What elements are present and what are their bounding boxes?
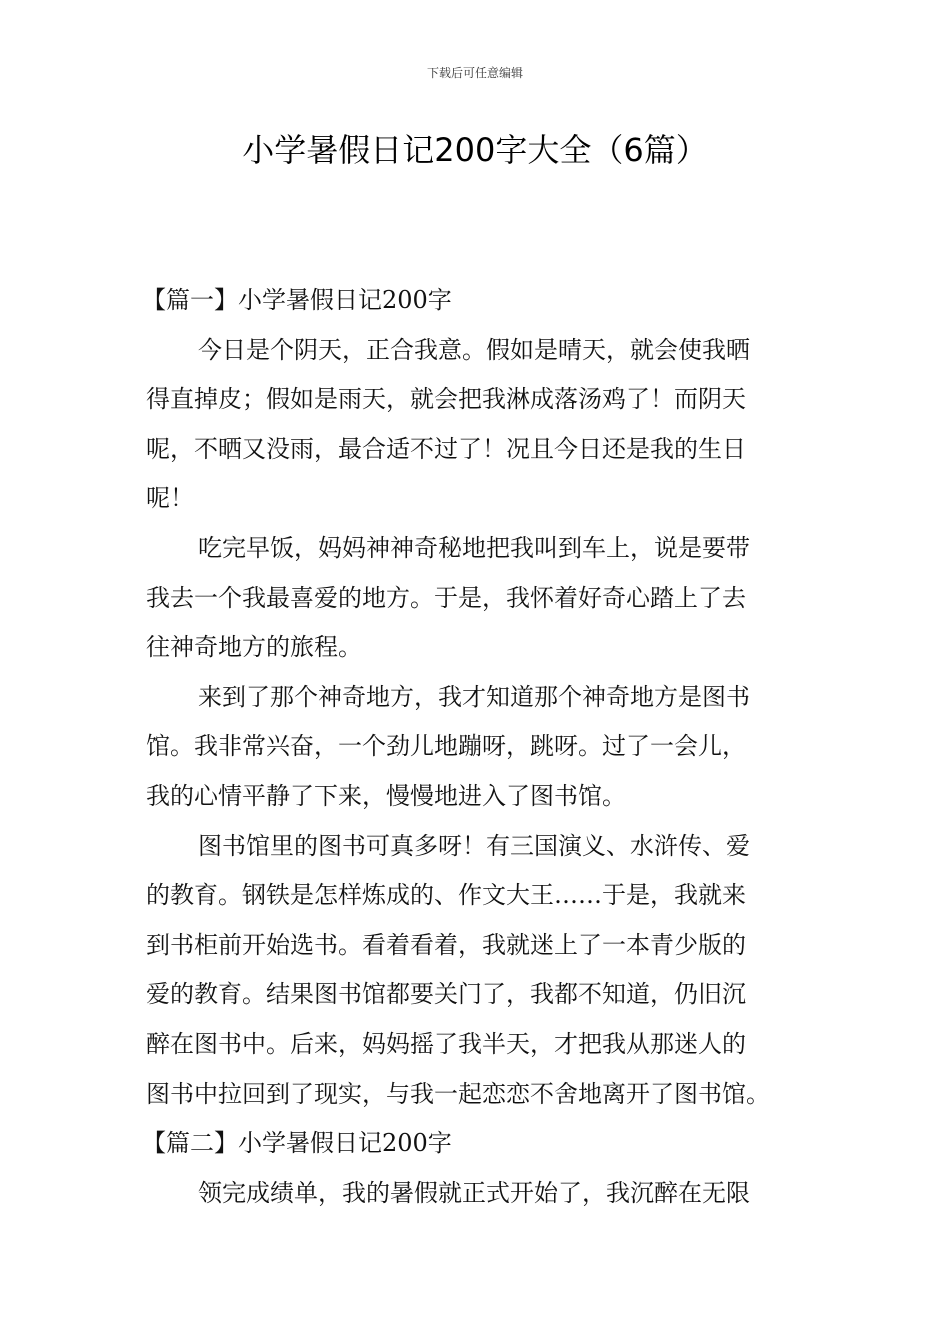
header-note: 下载后可任意编辑 bbox=[426, 66, 523, 80]
paragraph-line: 的教育。钢铁是怎样炼成的、作文大王……于是，我就来 bbox=[146, 881, 746, 910]
paragraph-line: 得直掉皮；假如是雨天，就会把我淋成落汤鸡了！而阴天 bbox=[146, 385, 746, 414]
paragraph-line: 爱的教育。结果图书馆都要关门了，我都不知道，仍旧沉 bbox=[146, 980, 746, 1009]
paragraph-line: 图书馆里的图书可真多呀！有三国演义、水浒传、爱 bbox=[198, 831, 750, 860]
paragraph-line: 领完成绩单，我的暑假就正式开始了，我沉醉在无限 bbox=[198, 1178, 750, 1207]
paragraph-line: 我去一个我最喜爱的地方。于是，我怀着好奇心踏上了去 bbox=[146, 583, 746, 612]
paragraph-line: 吃完早饭，妈妈神神奇秘地把我叫到车上，说是要带 bbox=[198, 533, 750, 562]
paragraph-line: 呢！ bbox=[146, 484, 194, 513]
paragraph-line: 呢，不晒又没雨，最合适不过了！况且今日还是我的生日 bbox=[146, 434, 746, 463]
paragraph-line: 来到了那个神奇地方，我才知道那个神奇地方是图书 bbox=[198, 682, 750, 711]
paragraph-line: 馆。我非常兴奋，一个劲儿地蹦呀，跳呀。过了一会儿， bbox=[146, 732, 746, 761]
document-body bbox=[142, 276, 806, 1218]
paragraph-line: 今日是个阴天，正合我意。假如是晴天，就会使我晒 bbox=[198, 335, 750, 364]
paragraph-line: 到书柜前开始选书。看着看着，我就迷上了一本青少版的 bbox=[146, 930, 746, 959]
paragraph-line: 图书中拉回到了现实，与我一起恋恋不舍地离开了图书馆。 bbox=[146, 1079, 770, 1108]
document-title: 小学暑假日记200字大全（6篇） bbox=[242, 131, 708, 169]
section-heading: 【篇二】小学暑假日记200字 bbox=[142, 1129, 452, 1158]
paragraph-line: 我的心情平静了下来，慢慢地进入了图书馆。 bbox=[146, 781, 626, 810]
paragraph-line: 往神奇地方的旅程。 bbox=[146, 633, 362, 662]
section-heading: 【篇一】小学暑假日记200字 bbox=[142, 286, 452, 314]
paragraph-line: 醉在图书中。后来，妈妈摇了我半天，才把我从那迷人的 bbox=[146, 1029, 746, 1058]
